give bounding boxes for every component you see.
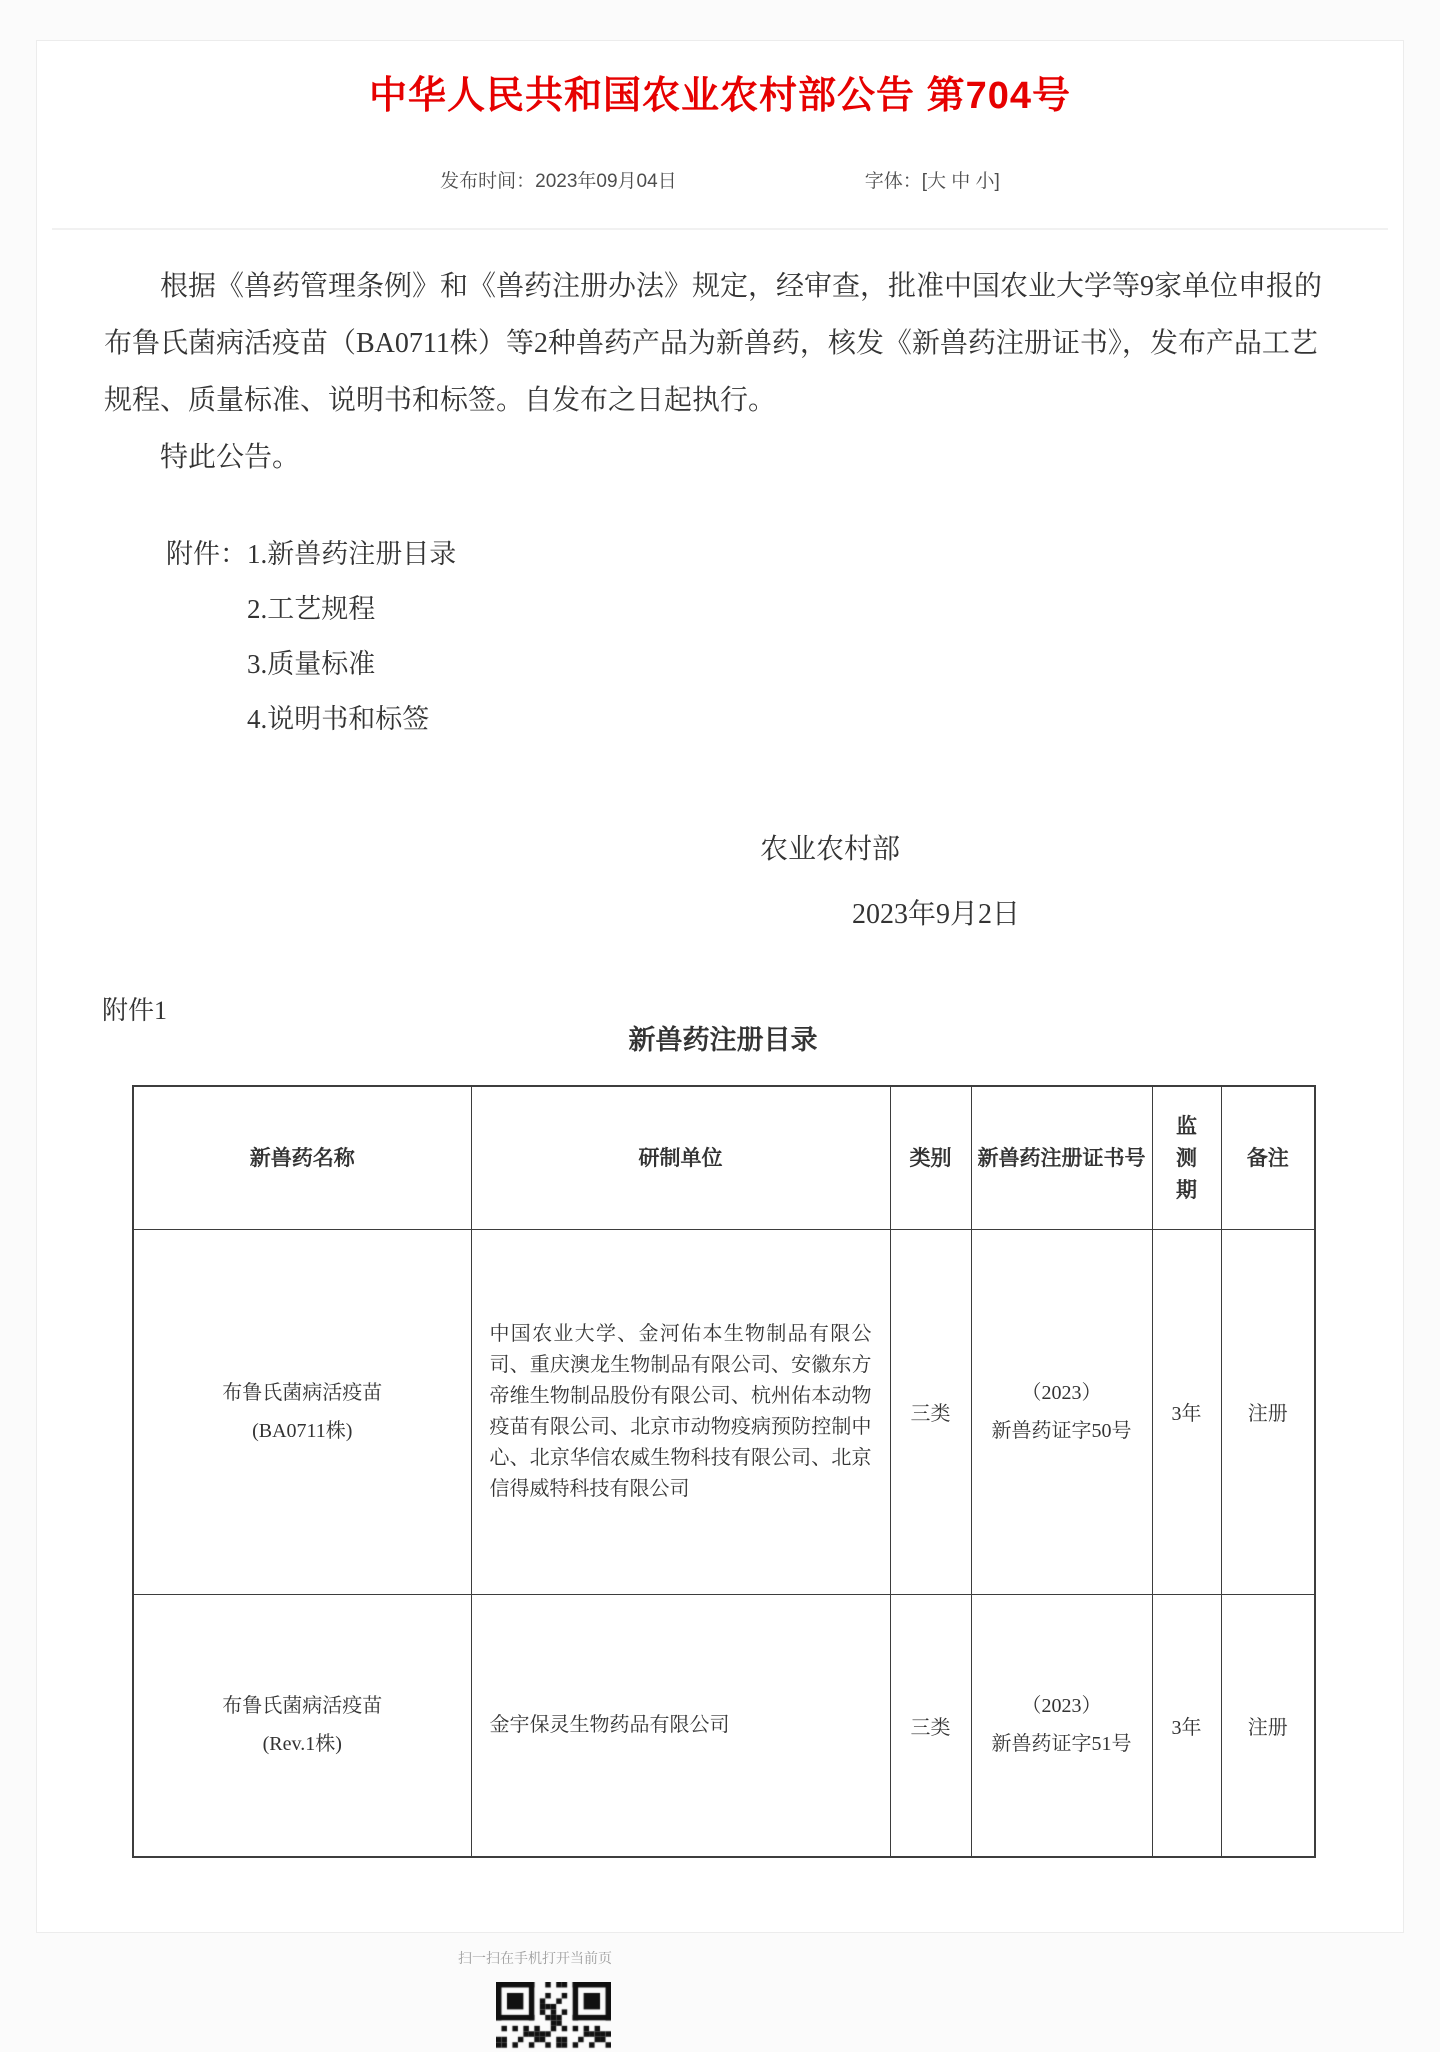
col-header-drug-name: 新兽药名称 (133, 1086, 471, 1229)
cell-cert-no: （2023） 新兽药证字51号 (971, 1594, 1152, 1857)
attachments-list (166, 527, 456, 747)
cell-developer: 金宇保灵生物药品有限公司 (471, 1594, 890, 1857)
cell-monitor-period: 3年 (1152, 1594, 1221, 1857)
annex-table-title: 新兽药注册目录 (628, 1025, 818, 1055)
cell-drug-name: 布鲁氏菌病活疫苗 (Rev.1株) (133, 1594, 471, 1857)
publish-time (440, 166, 677, 193)
table-header-row (133, 1086, 1315, 1229)
font-size-options[interactable]: [大 中 小] (921, 171, 1000, 192)
body-line: 根据《兽药管理条例》和《兽药注册办法》规定，经审查，批准中国农业大学等9家单位申报的 (160, 271, 1323, 302)
attachment-item-2: 2.工艺规程 (247, 594, 376, 624)
col-header-monitor-period: 监测期 (1152, 1086, 1221, 1229)
annex-label: 附件1 (102, 996, 168, 1025)
cell-remark: 注册 (1221, 1594, 1315, 1857)
cell-remark: 注册 (1221, 1229, 1315, 1594)
attachment-item-3: 3.质量标准 (247, 649, 376, 679)
font-size-control (865, 166, 1000, 193)
table-row (133, 1594, 1315, 1857)
col-header-category: 类别 (890, 1086, 971, 1229)
header-divider (52, 228, 1388, 230)
qr-caption: 扫一扫在手机打开当前页 (458, 1950, 612, 1966)
closing-line: 特此公告。 (160, 442, 301, 473)
col-header-developer: 研制单位 (471, 1086, 890, 1229)
attachment-line-1 (166, 527, 456, 582)
cell-cert-no: （2023） 新兽药证字50号 (971, 1229, 1152, 1594)
cell-category: 三类 (890, 1594, 971, 1857)
publish-time-label: 发布时间： (440, 171, 536, 192)
publish-time-value: 2023年09月04日 (535, 171, 677, 192)
attachment-item-1: 1.新兽药注册目录 (247, 539, 457, 569)
attachments-label: 附件： (166, 539, 247, 569)
qr-code-icon (496, 1982, 611, 2052)
table-row (133, 1229, 1315, 1594)
new-drug-registry-table (132, 1085, 1316, 1858)
col-header-cert-no: 新兽药注册证书号 (971, 1086, 1152, 1229)
cell-drug-name: 布鲁氏菌病活疫苗 (BA0711株) (133, 1229, 471, 1594)
page-title: 中华人民共和国农业农村部公告 第704号 (369, 75, 1071, 117)
cell-developer: 中国农业大学、金河佑本生物制品有限公司、重庆澳龙生物制品有限公司、安徽东方帝维生物制品股份有限公司、杭州佑本动物疫苗有限公司、北京市动物疫病预防控制中心、北京华信农威生物科技有限公司、北京信得威特科技有限公司 (471, 1229, 890, 1594)
body-line: 规程、质量标准、说明书和标签。自发布之日起执行。 (104, 385, 777, 416)
signature-date: 2023年9月2日 (852, 899, 1021, 930)
cell-category: 三类 (890, 1229, 971, 1594)
signature-org: 农业农村部 (760, 834, 901, 865)
announcement-body (104, 258, 1344, 486)
font-size-label: 字体： (864, 171, 922, 192)
meta-bar (0, 166, 1440, 193)
body-line: 布鲁氏菌病活疫苗（BA0711株）等2种兽药产品为新兽药，核发《新兽药注册证书》，发布产品工艺 (104, 328, 1318, 359)
col-header-remark: 备注 (1221, 1086, 1315, 1229)
attachment-item-4: 4.说明书和标签 (247, 704, 430, 734)
cell-monitor-period: 3年 (1152, 1229, 1221, 1594)
